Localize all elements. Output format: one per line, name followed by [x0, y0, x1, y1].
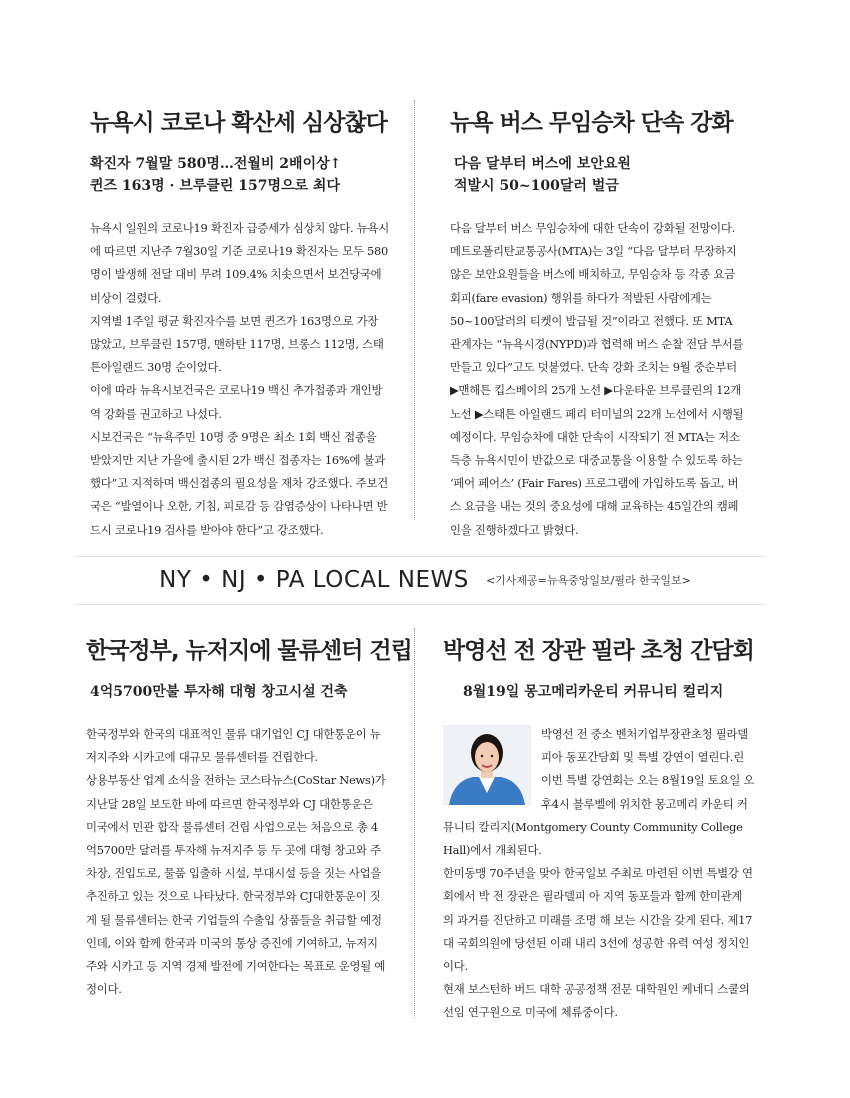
- banner-rule-top: [75, 556, 765, 557]
- paragraph: 현재 보스턴하 버드 대학 공공정책 전문 대학원인 케네디 스쿨의 선임 연구원으로 미국에 체류중이다.: [443, 982, 750, 1020]
- subhead-bus-line-1: 다음 달부터 버스에 보안요원: [454, 156, 631, 172]
- paragraph: 상용부동산 업계 소식을 전하는 코스타뉴스(CoStar News)가 지난달 28일 보도한 바에 따르면 한국정부와 CJ 대한통운은 미국에서 민관 합작 물류센터 건립 사업으로는 처음으로 총 4억5700만 달러를 투자해 뉴저지주 등 두 곳에 대형 창고와 주차장, 진입도로, 물품 입출하 시설, 부대시설 등을 짓는 사업을 추진하고 있는 것으로 나타났다. 한국정부와 CJ대한통운이 짓게 될 물류센터는 한국 기업들의 수출입 상품들을 취급할 예정인데, 이와 함께 한국과 미국의 통상 증진에 기여하고, 뉴저지주와 시카고 등 지역 경제 발전에 기여한다는 목표로 운영될 예정이다.: [86, 773, 386, 997]
- paragraph: 다음 달부터 버스 무임승차에 대한 단속이 강화될 전망이다. 메트로폴리탄교통공사(MTA)는 3일 “다음 달부터 무장하지 않은 보안요원들을 버스에 배치하고, 무임승차 등 각종 요금 회피(fare evasion) 행위를 하다가 적발된 사람에게는 50~100달러의 티켓이 발급될 것”이라고 전했다. 또 MTA 관계자는 “뉴욕시경(NYPD)과 협력해 버스 순찰 전담 부서를 만들고 있다”고도 덧붙였다. 단속 강화 조치는 9월 중순부터 ▶맨해튼 킵스베이의 25개 노선 ▶다운타운 브루클린의 12개 노선 ▶스태튼 아일랜드 페리 터미널의 22개 노선에서 시행될 예정이다. 무임승차에 대한 단속이 시작되기 전 MTA는 저소득층 뉴욕시민이 반값으로 대중교통을 이용할 수 있도록 하는 ‘페어 페어스’ (Fair Fares) 프로그램에 가입하도록 돕고, 버스 요금을 내는 것의 중요성에 대해 교육하는 45일간의 캠페인을 진행하겠다고 밝혔다.: [450, 221, 744, 537]
- subhead-covid-line-2: 퀸즈 163명 · 브루클린 157명으로 최다: [90, 178, 340, 194]
- column-divider-top: [414, 100, 415, 520]
- paragraph: 이에 따라 뉴욕시보건국은 코로나19 백신 추가접종과 개인방역 강화를 권고하고 나섰다.: [90, 383, 383, 421]
- paragraph: 한미동맹 70주년을 맞아 한국일보 주최로 마련된 이번 특별강 연회에서 박 전 장관은 필라델피 아 지역 동포들과 함께 한미관계 의 과거를 진단하고 미래를 조명 해 보는 시간을 갖게 된다. 제17대 국회의원에 당선된 이래 내리 3선에 성공한 유력 여성 정치인이다.: [443, 866, 753, 974]
- portrait-photo: [443, 725, 531, 805]
- subhead-covid: [90, 153, 390, 197]
- article-covid: [90, 104, 390, 542]
- article-park: [443, 632, 755, 1025]
- article-logistics: [86, 632, 412, 1001]
- section-banner: [0, 560, 850, 600]
- article-bus: [450, 104, 745, 542]
- banner-credit: <기사제공=뉴욕중앙일보/필라 한국일보>: [485, 574, 691, 587]
- subhead-park: [443, 681, 755, 703]
- headline-covid: 뉴욕시 코로나 확산세 심상찮다: [90, 110, 387, 136]
- headline-logistics: 한국정부, 뉴저지에 물류센터 건립: [86, 638, 412, 664]
- banner-rule-bottom: [75, 604, 765, 605]
- headline-bus: 뉴욕 버스 무임승차 단속 강화: [450, 110, 733, 136]
- body-covid: [90, 217, 390, 542]
- subhead-logistics: [86, 681, 386, 703]
- subhead-covid-line-1: 확진자 7월말 580명…전월비 2배이상↑: [90, 156, 342, 172]
- body-bus: [450, 217, 745, 542]
- paragraph: 한국정부와 한국의 대표적인 물류 대기업인 CJ 대한통운이 뉴저지주와 시카고에 대규모 물류센터를 건립한다.: [86, 727, 381, 765]
- paragraph: 뉴욕시 일원의 코로나19 확진자 급증세가 심상치 않다. 뉴욕시에 따르면 지난주 7월30일 기준 코로나19 확진자는 모두 580명이 발생해 전달 대비 무려 109.4% 치솟으면서 보건당국에 비상이 걸렸다.: [90, 221, 390, 305]
- paragraph: 시보건국은 “뉴욕주민 10명 중 9명은 최소 1회 백신 접종을 받았지만 지난 가을에 출시된 2가 백신 접종자는 16%에 불과했다”고 지적하며 백신접종의 필요성을 재차 강조했다. 주보건국은 “발열이나 오한, 기침, 피로감 등 감염증상이 나타나면 반드시 코로나19 검사를 받아야 한다”고 강조했다.: [90, 429, 389, 537]
- subhead-park-line-1: 8월19일 몽고메리카운티 커뮤니티 컬리지: [463, 684, 724, 700]
- body-logistics: [86, 723, 386, 1001]
- paragraph: 박영선 전 중소 벤처기업부장관초청 필라델피아 동포간담회 및 특별 강연이 열린다.린 이번 특별 강연회는 오는 8월19일 토요일 오후4시 블루벨에 위치한 몽고메리 카운티 커뮤니티 칼리지(Montgomery County Community College Hall)에서 개최된다.: [443, 727, 755, 858]
- portrait-icon: [443, 725, 531, 805]
- subhead-logistics-line-1: 4억5700만불 투자해 대형 창고시설 건축: [90, 684, 348, 700]
- banner-title: NY • NJ • PA LOCAL NEWS: [159, 567, 469, 593]
- subhead-bus-line-2: 적발시 50~100달러 벌금: [454, 178, 619, 194]
- headline-park: 박영선 전 장관 필라 초청 간담회: [443, 638, 754, 664]
- body-park: [443, 723, 755, 1025]
- paragraph: 지역별 1주일 평균 확진자수를 보면 퀸즈가 163명으로 가장 많았고, 브루클린 157명, 맨하탄 117명, 브롱스 112명, 스태튼아일랜드 30명 순이었다.: [90, 313, 384, 375]
- column-divider-bottom: [414, 628, 415, 1018]
- subhead-bus: [450, 153, 745, 197]
